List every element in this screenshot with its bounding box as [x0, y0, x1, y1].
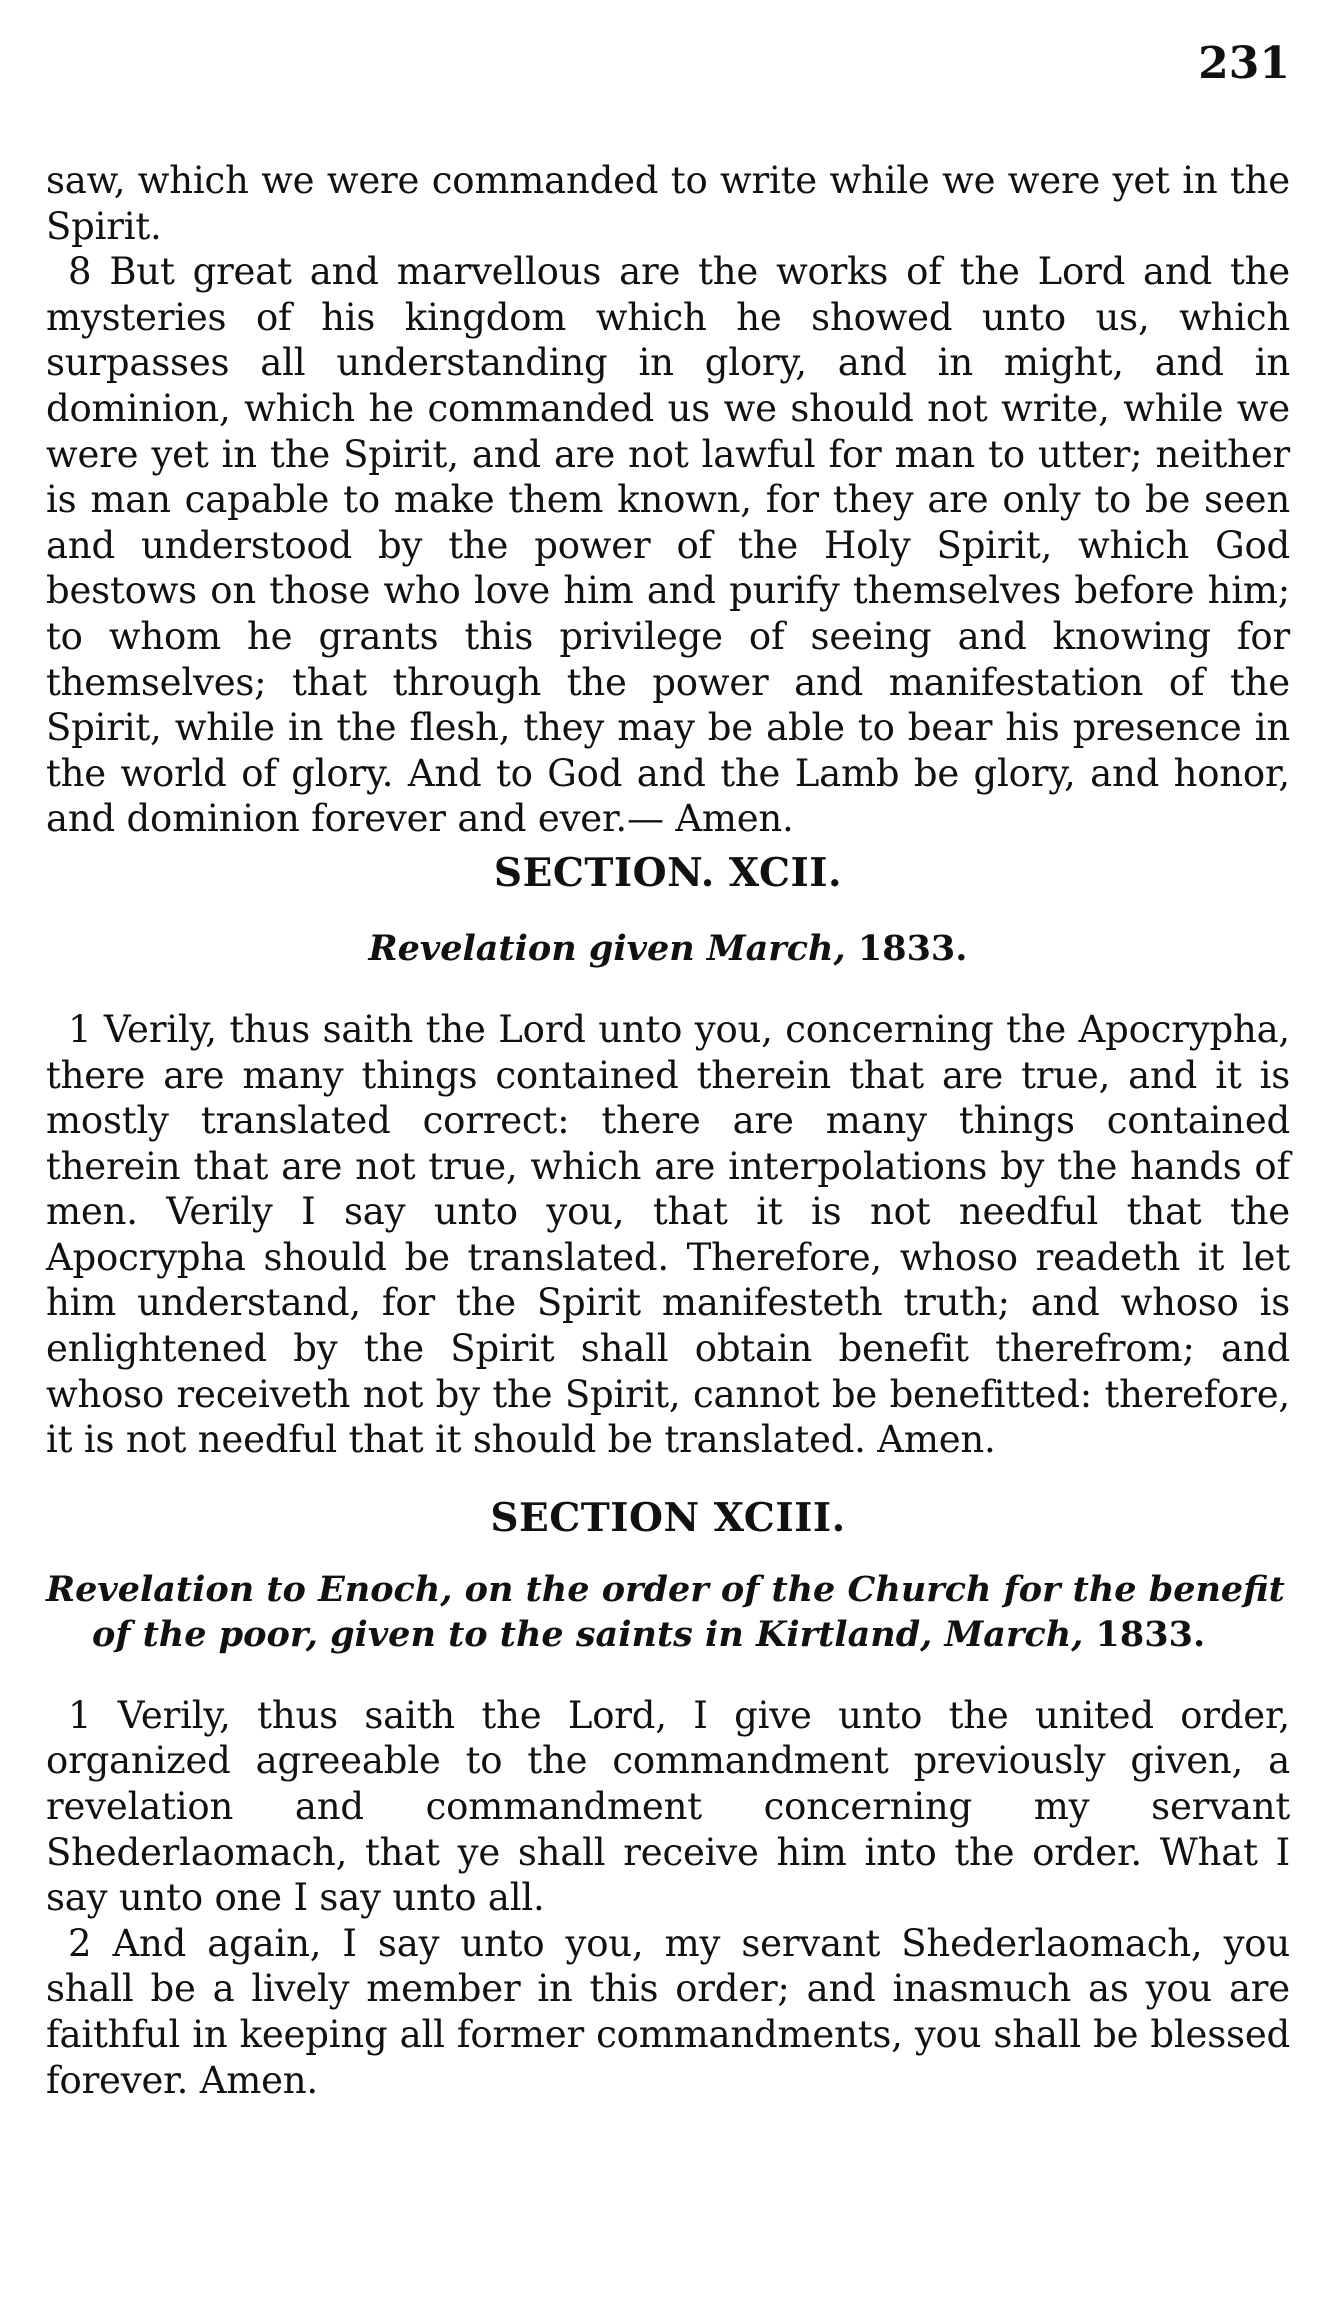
section-93-subtitle-year: 1833. [1095, 1613, 1206, 1655]
section-92-subtitle [46, 926, 1290, 971]
section-93-verse-2: 2 And again, I say unto you, my servant Shederlaomach, you shall be a lively member in this order; and inasmuch as you are faithful in keeping all former commandments, you shall be blessed forever. Amen. [46, 1921, 1290, 2102]
section-93-verse-1: 1 Verily, thus saith the Lord, I give unto the united order, organized agreeable to the commandment previously given, a revelation and commandment concerning my servant Shederlaomach, that ye shall receive him into the order. What I say unto one I say unto all. [46, 1693, 1290, 1920]
section-92-verse-1: 1 Verily, thus saith the Lord unto you, concerning the Apocrypha, there are many things contained therein that are true, and it is mostly translated correct: there are many things contained therein that are not true, which are interpolations by the hands of men. Verily I say unto you, that it is not needful that the Apocrypha should be translated. Therefore, whoso readeth it let him understand, for the Spirit manifesteth truth; and whoso is enlightened by the Spirit shall obtain benefit therefrom; and whoso receiveth not by the Spirit, cannot be benefitted: therefore, it is not needful that it should be translated. Amen. [46, 1007, 1290, 1462]
section-93-heading: SECTION XCIII. [490, 1494, 846, 1541]
section-92-heading: SECTION. XCII. [493, 849, 843, 896]
page-number: 231 [1198, 38, 1290, 89]
paragraph-continuation: saw, which we were commanded to write while we were yet in the Spirit. [46, 159, 1290, 248]
section-93-subtitle-text: Revelation to Enoch, on the order of the Church for the benefit of the poor, given to the saints in Kirtland, March, [46, 1568, 1285, 1655]
section-92-subtitle-text: Revelation given March, [368, 927, 846, 969]
paragraph-verse-8: 8 But great and marvellous are the works of the Lord and the mysteries of his kingdom which he showed unto us, which surpasses all understanding in glory, and in might, and in dominion, which he commanded us we should not write, while we were yet in the Spirit, and are not lawful for man to utter; neither is man capable to make them known, for they are only to be seen and understood by the power of the Holy Spirit, which God bestows on those who love him and purify themselves before him; to whom he grants this privilege of seeing and knowing for themselves; that through the power and manifestation of the Spirit, while in the flesh, they may be able to bear his presence in the world of glory. And to God and the Lamb be glory, and honor, and dominion forever and ever.— Amen. [46, 250, 1290, 841]
section-92-subtitle-year: 1833. [857, 927, 968, 969]
document-page [46, 40, 1290, 2103]
section-93-subtitle [46, 1567, 1290, 1657]
